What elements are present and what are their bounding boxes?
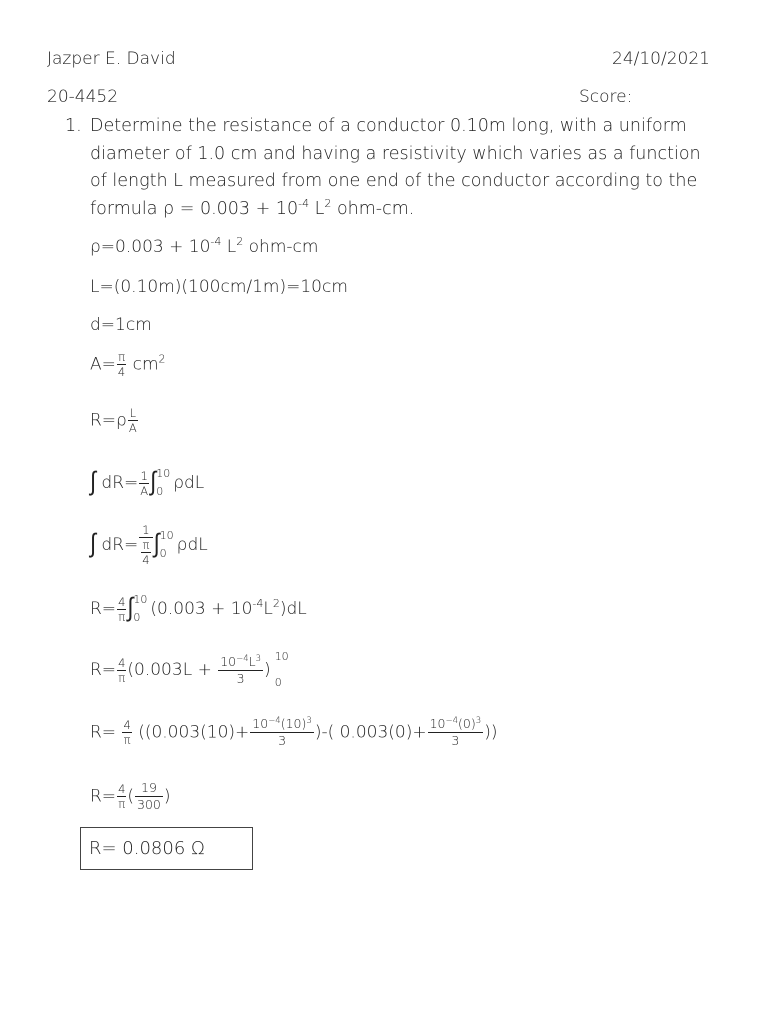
final-answer: R= 0.0806 Ω xyxy=(89,838,205,859)
problem-line-4: formula $\rho = 0.003 + 10^{-4}$ $L^2$ ohm-cm. xyxy=(90,197,415,219)
integral-equation-3: R= $\frac{4}{\pi}$ ∫ 10 0 $(0.003 + 10^{-4}L^2)dL$ xyxy=(90,593,307,624)
student-name: Jazper E. David xyxy=(47,49,176,69)
date: 24/10/2021 xyxy=(612,49,710,69)
diameter-equation: d=1cm xyxy=(90,315,152,335)
score-label: Score: xyxy=(579,87,633,107)
problem-line-3: of length L measured from one end of the conductor according to the xyxy=(90,171,698,191)
student-id: 20-4452 xyxy=(47,87,119,107)
substitution-equation: R= $\frac{4}{\pi}$ ((0.003(10)+ $\frac{10^{-4}(10)^3}{3}$ )-( 0.003(0)+ $\frac{10^{-4}(0)^3}{3}$ )) xyxy=(90,716,498,748)
antiderivative-equation: R= $\frac{4}{\pi}$ (0.003L + $\frac{10^{-4}L^3}{3}$ ) 10 0 xyxy=(90,650,289,689)
rho-equation: $\rho=0.003 + 10^{-4}$ $L^2$ ohm-cm xyxy=(90,235,319,257)
area-equation: A= $\frac{\pi}{4}$ $cm^2$ xyxy=(90,350,166,379)
simplified-equation: R= $\frac{4}{\pi}$ ( $\frac{19}{300}$ ) xyxy=(90,780,171,812)
integral-equation-2: ∫ dR= $\frac{1}{\frac{\pi}{4}}$ ∫ 10 0 ρdL xyxy=(90,523,208,567)
problem-line-2: diameter of 1.0 cm and having a resistivity which varies as a function xyxy=(90,144,701,164)
integral-equation-1: ∫ dR= $\frac{1}{A}$ ∫ 10 0 ρdL xyxy=(90,467,205,498)
problem-number: 1. xyxy=(65,116,82,136)
length-equation: L=(0.10m)(100cm/1m)=10cm xyxy=(90,277,348,297)
resistance-formula: R=ρ $\frac{L}{A}$ xyxy=(90,406,137,435)
problem-line-1: Determine the resistance of a conductor 0.10m long, with a uniform xyxy=(90,116,687,136)
final-answer-box xyxy=(80,827,253,870)
